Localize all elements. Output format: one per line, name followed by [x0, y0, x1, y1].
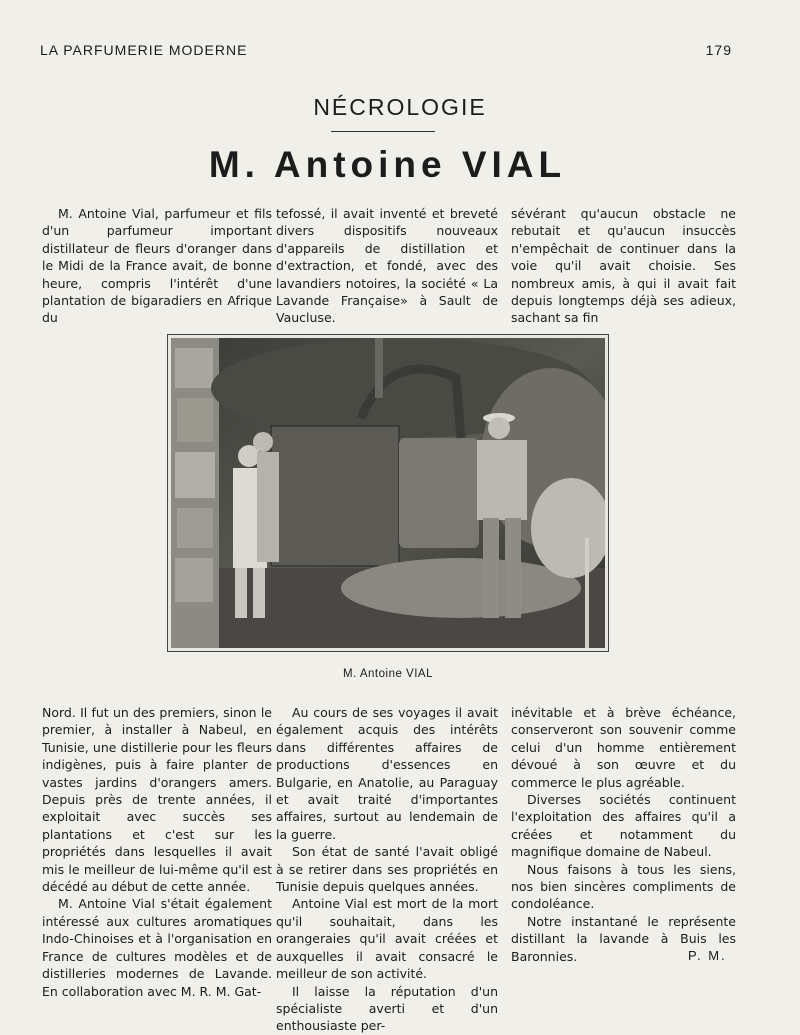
paragraph: Diverses sociétés continuent l'exploitation des affaires qu'il a créées et notamment du magnifique domaine de Nabeul.	[511, 792, 736, 860]
photo-caption: M. Antoine VIAL	[343, 668, 433, 680]
top-column-1	[42, 205, 272, 327]
paragraph: Son état de santé l'avait obligé à se retirer dans ses propriétés en Tunisie depuis quelques années.	[276, 844, 498, 895]
paragraph: Notre instantané le représente distillant la lavande à Buis les Baronnies.	[511, 913, 736, 964]
paragraph: inévitable et à brève échéance, conserveront son souvenir comme celui d'un homme entièrement dévoué à son œuvre et du commerce le plus agréable.	[511, 705, 736, 790]
paragraph: Nous faisons à tous les siens, nos bien sincères compliments de condoléance.	[511, 861, 736, 912]
bottom-column-1	[42, 704, 272, 1000]
journal-title: LA PARFUMERIE MODERNE	[40, 42, 248, 58]
page-number: 179	[705, 42, 732, 58]
photograph	[167, 334, 609, 652]
paragraph: Au cours de ses voyages il avait également acquis des intérêts dans différentes affaires de productions d'essences en Bulgarie, en Anatolie, au Paraguay et avait traité d'importantes affaires, surtout au lendemain de la guerre.	[276, 705, 498, 842]
author-signature: P. M.	[688, 948, 727, 963]
section-title: NÉCROLOGIE	[313, 94, 487, 120]
paragraph: Il laisse la réputation d'un spécialiste averti et d'un enthousiaste per-	[276, 983, 498, 1034]
paragraph: Antoine Vial est mort de la mort qu'il souhaitait, dans les orangeraies qu'il avait créées et auxquelles il avait consacré le meilleur de son activité.	[276, 896, 498, 982]
distillery-photo-illustration	[171, 338, 605, 648]
title-divider	[331, 131, 435, 132]
top-column-3	[511, 205, 736, 327]
paragraph: Nord. Il fut un des premiers, sinon le premier, à installer à Nabeul, en Tunisie, une distillerie pour les fleurs indigènes, puis à faire planter de vastes jardins d'orangers amers. Depuis près de trente années, il exploitait avec succès ses plantations et c'est sur les propriétés dans lesquelles il avait mis le meilleur de lui-même qu'il est décédé au début de cette année.	[42, 705, 272, 895]
paragraph: sévérant qu'aucun obstacle ne rebutait et qu'aucun insuccès n'empêchait de continuer dans la voie qu'il avait choisie. Ses nombreux amis, à qui il avait fait depuis longtemps déjà ses adieux, sachant sa fin	[511, 206, 736, 326]
bottom-column-2	[276, 704, 498, 1035]
bottom-column-3	[511, 704, 736, 965]
paragraph: M. Antoine Vial, parfumeur et fils d'un parfumeur important distillateur de fleurs d'oranger dans le Midi de la France avait, de bonne heure, compris l'intérêt d'une plantation de bigaradiers en Afrique du	[42, 206, 272, 326]
paragraph: tefossé, il avait inventé et breveté divers dispositifs nouveaux d'appareils de distillation et d'extraction, et fondé, avec des lavandiers notoires, la société « La Lavande Française» à Sault de Vaucluse.	[276, 206, 498, 326]
top-column-2	[276, 205, 498, 327]
paragraph: M. Antoine Vial s'était également intéressé aux cultures aromatiques Indo-Chinoises et à l'organisation en France de cultures modèles et de distilleries modernes de Lavande. En collaboration avec M. R. M. Gat-	[42, 896, 272, 999]
article-headline: M. Antoine VIAL	[208, 144, 567, 185]
